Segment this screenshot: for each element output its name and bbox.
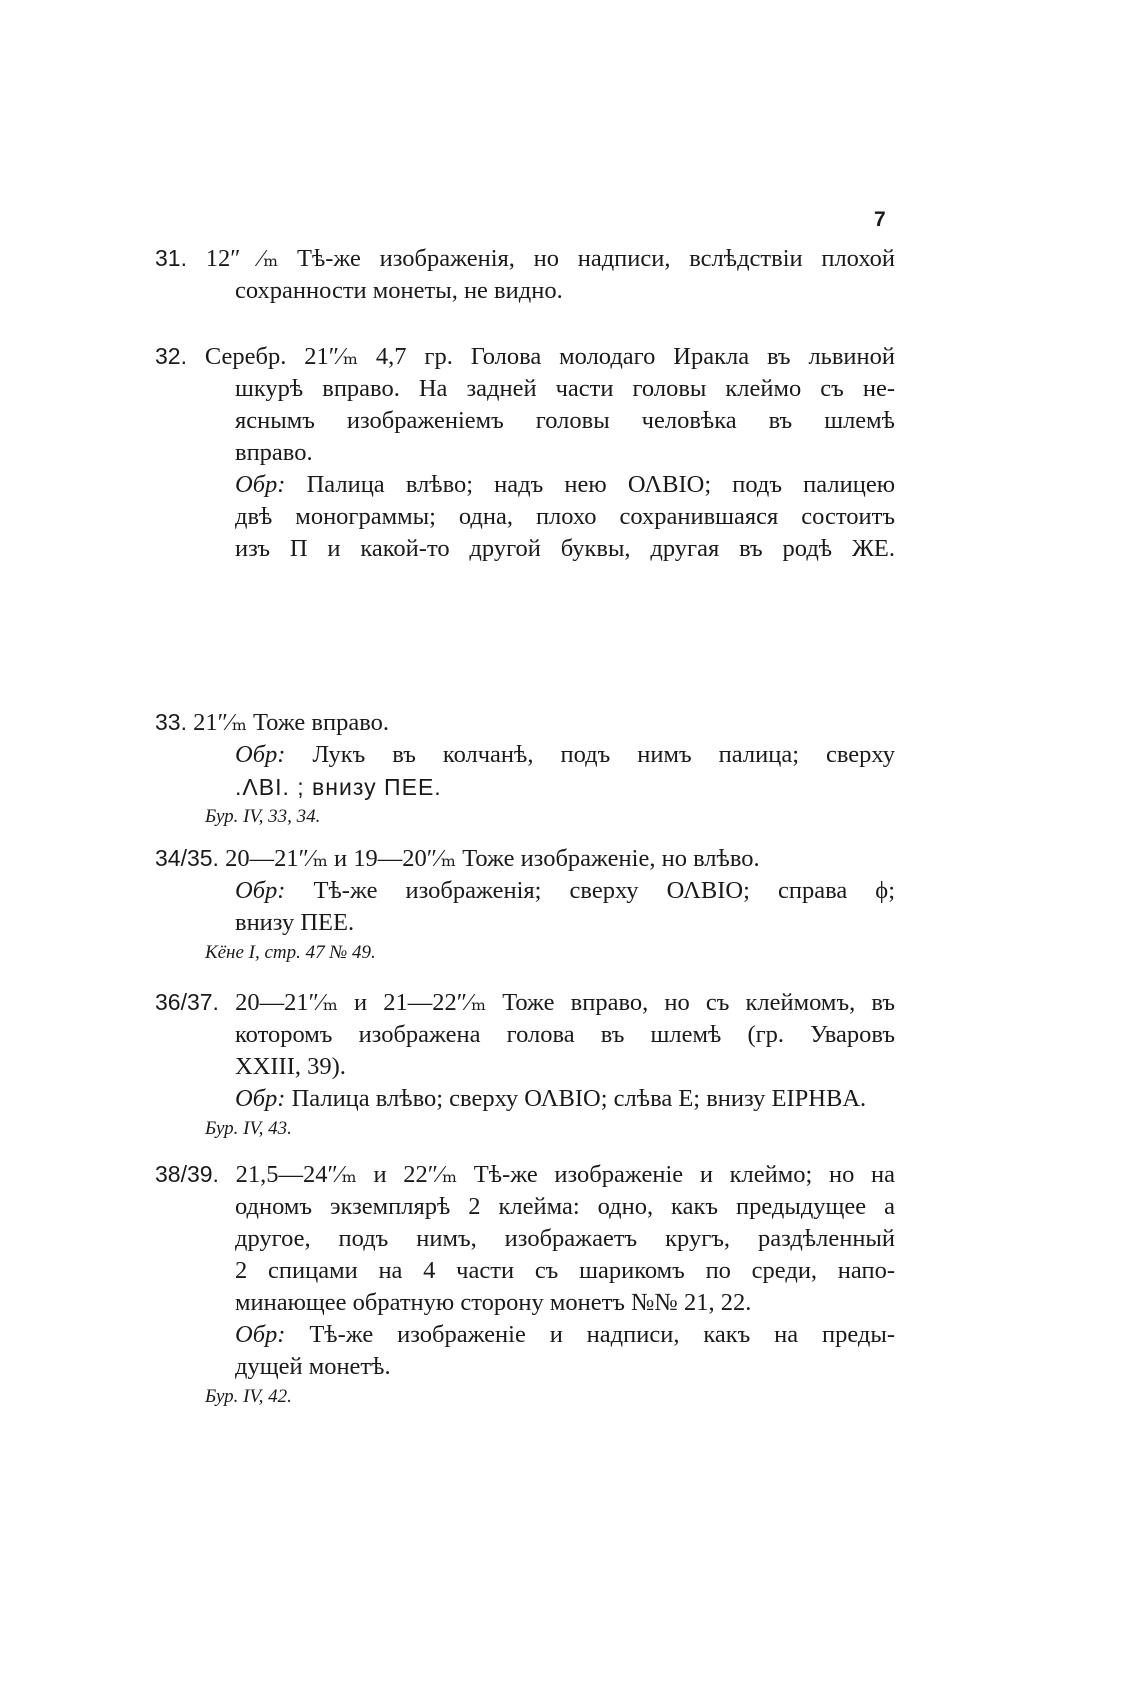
- entry-number: 32.: [155, 343, 187, 369]
- entry-32-line-4: вправо.: [235, 439, 313, 466]
- entry-32: [155, 340, 895, 565]
- obverse-text: Тѣ-же изображенiе и надписи, какъ на преды-: [309, 1321, 896, 1348]
- obverse-text: Палица влѣво; сверху ΟΛΒΙΟ; слѣва Ε; внизу ΕΙΡΗΒΑ.: [291, 1085, 867, 1112]
- page-number: 7: [874, 208, 886, 231]
- obverse-text: Тѣ-же изображенiя; сверху ΟΛΒΙΟ; справа ϕ;: [313, 877, 896, 904]
- entry-33-reference: Бур. IV, 33, 34.: [205, 806, 321, 827]
- entry-number: 31.: [155, 245, 187, 271]
- entry-31-line-2: сохранности монеты, не видно.: [235, 277, 563, 304]
- entry-38-line-2: одномъ экземплярѣ 2 клейма: одно, какъ предыдущее а: [235, 1193, 895, 1220]
- obverse-label: Обр:: [235, 877, 286, 904]
- obverse-text: Палица влѣво; надъ нею ΟΛΒΙΟ; подъ палицею: [306, 471, 896, 498]
- entry-number: 34/35.: [155, 845, 219, 871]
- entry-38-line-5: минающее обратную сторону монетъ №№ 21, 22.: [235, 1289, 752, 1316]
- entry-text: 21″⁄ₘ Тоже вправо.: [193, 709, 390, 736]
- entry-number: 33.: [155, 709, 187, 735]
- entry-text: 20—21″⁄ₘ и 19—20″⁄ₘ Тоже изображенiе, но влѣво.: [225, 845, 760, 872]
- entry-text: Серебр. 21″⁄ₘ 4,7 гр. Голова молодаго Иракла въ львиной: [204, 343, 895, 370]
- entry-36-line-2: которомъ изображена голова въ шлемѣ (гр. Уваровъ: [235, 1021, 895, 1048]
- entry-33-obr-1: [155, 739, 895, 771]
- obverse-label: Обр:: [235, 1085, 286, 1112]
- entry-34-obr-1: [155, 875, 895, 907]
- entry-32-line-1: [155, 340, 895, 373]
- entry-31-line-1: [155, 242, 895, 275]
- obverse-label: Обр:: [235, 471, 286, 498]
- entry-text: 12″ ⁄ₘ Тѣ-же изображенiя, но надписи, вслѣдствiи плохой: [205, 245, 895, 272]
- entry-34-line-1: [155, 842, 895, 875]
- entry-32-obr-1: [155, 469, 895, 501]
- entry-text: 20—21″⁄ₘ и 21—22″⁄ₘ Тоже вправо, но съ клеймомъ, въ: [235, 989, 895, 1016]
- entry-32-line-3: яснымъ изображенiемъ головы человѣка въ шлемѣ: [235, 407, 895, 434]
- obverse-label: Обр:: [235, 741, 286, 768]
- obverse-label: Обр:: [235, 1321, 286, 1348]
- entry-38-reference: Бур. IV, 42.: [205, 1386, 292, 1407]
- entry-33-line-1: [155, 706, 895, 739]
- entry-36-37: [155, 986, 895, 1143]
- entry-38-obr-1: [155, 1319, 895, 1351]
- entry-33-obr-2: .ΛΒΙ. ; внизу ΠΕΕ.: [235, 774, 442, 800]
- entry-36-obr-1: [155, 1083, 895, 1115]
- entry-36-line-1: [155, 986, 895, 1019]
- entry-34-obr-2: внизу ΠΕΕ.: [235, 909, 355, 936]
- entry-34-35: [155, 842, 895, 967]
- entry-36-line-3: XXIII, 39).: [235, 1053, 346, 1080]
- entry-32-obr-3: изъ Π и какой-то другой буквы, другая въ родѣ ЖЕ.: [235, 535, 895, 562]
- entry-38-line-1: [155, 1158, 895, 1191]
- entry-38-obr-2: дущей монетѣ.: [235, 1353, 391, 1380]
- entry-38-39: [155, 1158, 895, 1411]
- entry-32-line-2: шкурѣ вправо. На задней части головы клеймо съ не-: [235, 375, 895, 402]
- entry-number: 38/39.: [155, 1161, 219, 1187]
- entry-38-line-4: 2 спицами на 4 части съ шарикомъ по среди, напо-: [235, 1257, 895, 1284]
- entry-number: 36/37.: [155, 989, 219, 1015]
- entry-33: [155, 706, 895, 831]
- entry-text: 21,5—24″⁄ₘ и 22″⁄ₘ Тѣ-же изображенiе и клеймо; но на: [235, 1161, 895, 1188]
- entry-38-line-3: другое, подъ нимъ, изображаетъ кругъ, раздѣленный: [235, 1225, 895, 1252]
- obverse-text: Лукъ въ колчанѣ, подъ нимъ палица; сверху: [312, 741, 896, 768]
- entry-34-reference: Кёне I, стр. 47 № 49.: [205, 942, 376, 963]
- entry-36-reference: Бур. IV, 43.: [205, 1118, 292, 1139]
- entry-31: [155, 242, 895, 307]
- entry-32-obr-2: двѣ монограммы; одна, плохо сохранившаяся состоитъ: [235, 503, 895, 530]
